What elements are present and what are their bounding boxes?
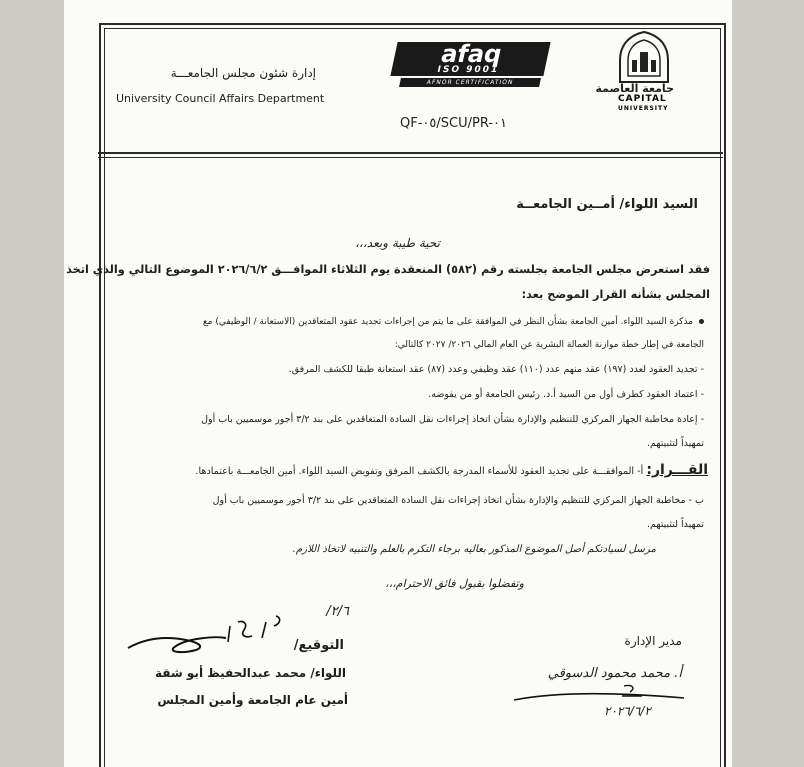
manager-signature-icon: [504, 678, 694, 728]
university-logo-ar: جامعة العاصمة: [595, 82, 674, 95]
document-page: [64, 0, 732, 767]
document-code: QF-٠٥/SCU/PR-٠١: [400, 116, 507, 131]
signature-date: ٢/٦/: [326, 604, 349, 619]
greeting: تحية طيبة وبعد،،،: [355, 236, 440, 250]
list-item-approve: - اعتماد العقود كطرف أول من السيد أ.د. رئيس الجامعة أو من يفوضه.: [428, 389, 704, 400]
signature-scribble-icon: [126, 608, 316, 663]
list-item-renew: - تجديد العقود لعدد (١٩٧) عقد منهم عدد (١١٠) عقد وظيفي وعدد (٨٧) عقد استعانة طبقا للكشف المرفق.: [288, 364, 704, 375]
intro-line-2: المجلس بشأنه القرار الموضح بعد:: [521, 288, 710, 301]
memo-line-2: الجامعة في إطار خطة موازنة العمالة البشرية عن العام المالي ٢٠٢٦/ ٢٠٢٧ كالتالي:: [394, 340, 704, 350]
iso-logo-cert: AFNOR CERTIFICATION: [399, 78, 541, 87]
signature-label: التوقيع/: [293, 638, 344, 653]
iso-logo-standard: ISO 9001: [436, 65, 501, 75]
header-divider: [98, 152, 723, 154]
memo-line-1: مذكرة السيد اللواء. أمين الجامعة بشأن النظر في الموافقة على ما يتم من إجراءات تجديد عقود المتعاقدين (الاستعانة / الوظيفي) مع: [203, 317, 704, 327]
signatory-title: أمين عام الجامعة وأمين المجلس: [157, 693, 348, 707]
department-title-ar: إدارة شئون مجلس الجامعـــة: [170, 66, 316, 80]
list-item-address: - إعادة مخاطبة الجهاز المركزي للتنظيم والإدارة بشأن اتخاذ إجراءات نقل السادة المتعاقدين على بند ٣/٢ أجور موسميين باب أول: [201, 414, 704, 425]
closing-line-2: وتفضلوا بقبول فائق الاحترام،،،: [385, 577, 524, 590]
closing-line-1: مرسل لسيادتكم أصل الموضوع المذكور بعاليه برجاء التكرم بالعلم والتنبيه لاتخاذ اللازم.: [292, 544, 656, 555]
department-title-en: University Council Affairs Department: [116, 92, 325, 105]
list-item-address-cont: تمهيداً لتثبيتهم.: [647, 438, 704, 449]
manager-title: مدير الإدارة: [624, 634, 682, 648]
bullet-icon: [699, 319, 704, 324]
decision-b: ب - مخاطبة الجهاز المركزي للتنظيم والإدارة بشأن اتخاذ إجراءات نقل السادة المتعاقدين على بند ٣/٢ أجور موسميين باب أول: [212, 495, 704, 506]
university-logo: [595, 30, 674, 116]
manager-date: ٢٠٢٦/٦/٢: [604, 704, 651, 718]
iso-certification-logo: [394, 42, 547, 94]
signatory-name: اللواء/ محمد عبدالحفيظ أبو شقة: [155, 666, 346, 680]
decision-a: القـــرار: أ- الموافقـــة على تجديد العقود للأسماء المدرجة بالكشف المرفق وتفويض السيد اللواء. أمين الجامعـــة باعتمادها.: [195, 462, 708, 478]
decision-label: القـــرار:: [646, 462, 708, 478]
university-logo-en: CAPITAL: [618, 94, 667, 104]
university-logo-en2: UNIVERSITY: [618, 105, 669, 112]
iso-logo-title: afaq: [438, 40, 505, 68]
header-divider-thin: [98, 157, 723, 158]
decision-b-cont: تمهيداً لتثبيتهم.: [647, 519, 704, 530]
manager-name: أ. محمد محمود الدسوقي: [547, 666, 682, 681]
intro-line-1: فقد استعرض مجلس الجامعة بجلسته رقم (٥٨٢) المنعقدة يوم الثلاثاء الموافـــق ٢٠٢٦/٦/٢ الموضوع التالي والذي اتخذ: [66, 263, 710, 276]
addressee: السيد اللواء/ أمــين الجامعــة: [516, 197, 698, 212]
